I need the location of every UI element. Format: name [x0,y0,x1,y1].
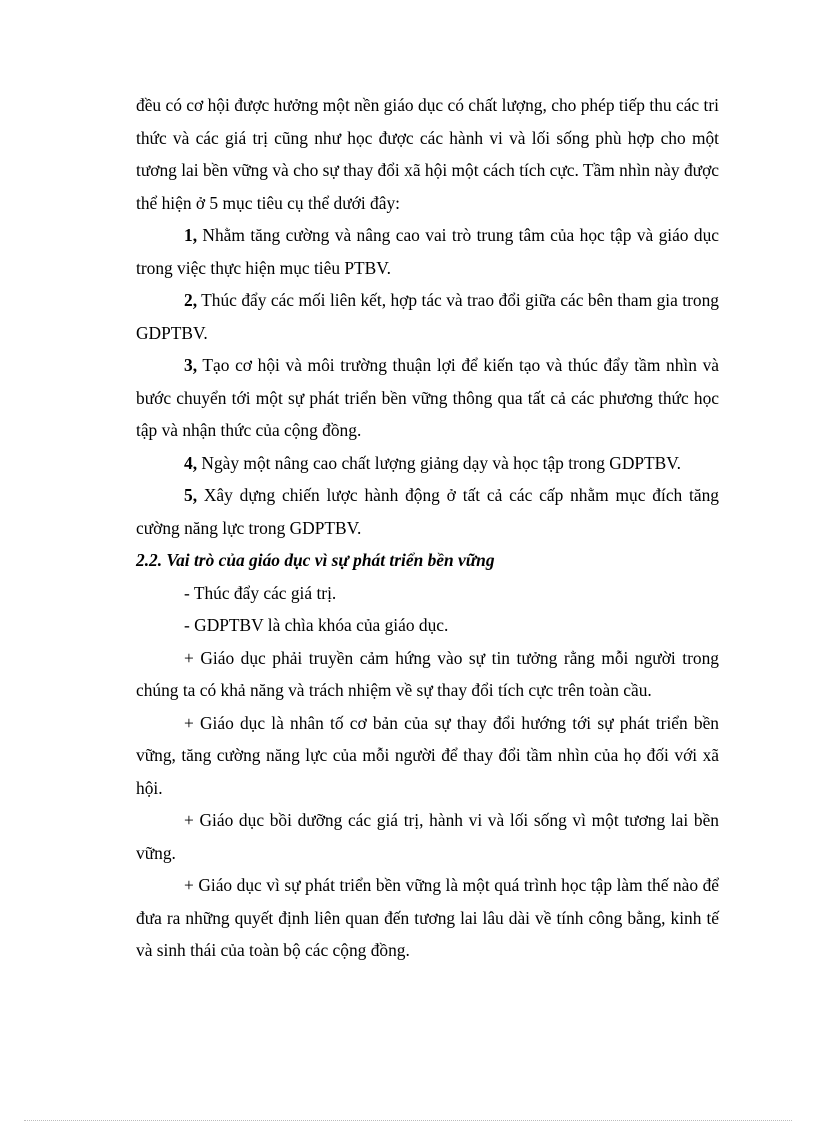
document-page [136,89,719,967]
objective-1 [136,219,719,284]
objective-5 [136,479,719,544]
intro-paragraph: đều có cơ hội được hưởng một nền giáo dục có chất lượng, cho phép tiếp thu các tri thức và các giá trị cũng như học được các hành vi và lối sống phù hợp cho một tương lai bền vững và cho sự thay đổi xã hội một cách tích cực. Tầm nhìn này được thể hiện ở 5 mục tiêu cụ thể dưới đây: [136,95,719,213]
plus-item: + Giáo dục vì sự phát triển bền vững là một quá trình học tập làm thế nào để đưa ra những quyết định liên quan đến tương lai lâu dài về tính công bằng, kinh tế và sinh thái của toàn bộ các cộng đồng. [136,875,719,960]
objective-text: Ngày một nâng cao chất lượng giảng dạy và học tập trong GDPTBV. [197,452,681,473]
objective-number: 2, [184,290,198,310]
dash-item: - Thúc đẩy các giá trị. [184,582,337,603]
objective-2 [136,284,719,349]
objective-text: Nhằm tăng cường và nâng cao vai trò trung tâm của học tập và giáo dục trong việc thực hiện mục tiêu PTBV. [136,225,719,278]
objective-number: 4, [184,452,198,473]
section-heading: 2.2. Vai trò của giáo dục vì sự phát triển bền vững [136,550,495,570]
page-footer-divider [24,1120,792,1121]
objective-text: Tạo cơ hội và môi trường thuận lợi để kiến tạo và thúc đẩy tầm nhìn và bước chuyển tới một sự phát triển bền vững thông qua tất cả các phương thức học tập và nhận thức của cộng đồng. [136,355,719,440]
objective-text: Thúc đẩy các mối liên kết, hợp tác và trao đổi giữa các bên tham gia trong GDPTBV. [136,290,719,343]
objective-number: 3, [184,355,198,375]
plus-item: + Giáo dục là nhân tố cơ bản của sự thay đổi hướng tới sự phát triển bền vững, tăng cường năng lực của mỗi người để thay đổi tầm nhìn của họ đối với xã hội. [136,712,719,798]
objective-text: Xây dựng chiến lược hành động ở tất cả các cấp nhằm mục đích tăng cường năng lực trong GDPTBV. [136,485,719,538]
objective-4 [136,447,719,480]
objective-3 [136,349,719,447]
plus-item: + Giáo dục phải truyền cảm hứng vào sự tin tưởng rằng mỗi người trong chúng ta có khả năng và trách nhiệm về sự thay đổi tích cực trên toàn cầu. [136,647,719,700]
plus-item: + Giáo dục bồi dưỡng các giá trị, hành vi và lối sống vì một tương lai bền vững. [136,810,719,863]
objective-number: 5, [184,485,198,505]
objective-number: 1, [184,225,198,245]
dash-item: - GDPTBV là chìa khóa của giáo dục. [184,615,449,635]
